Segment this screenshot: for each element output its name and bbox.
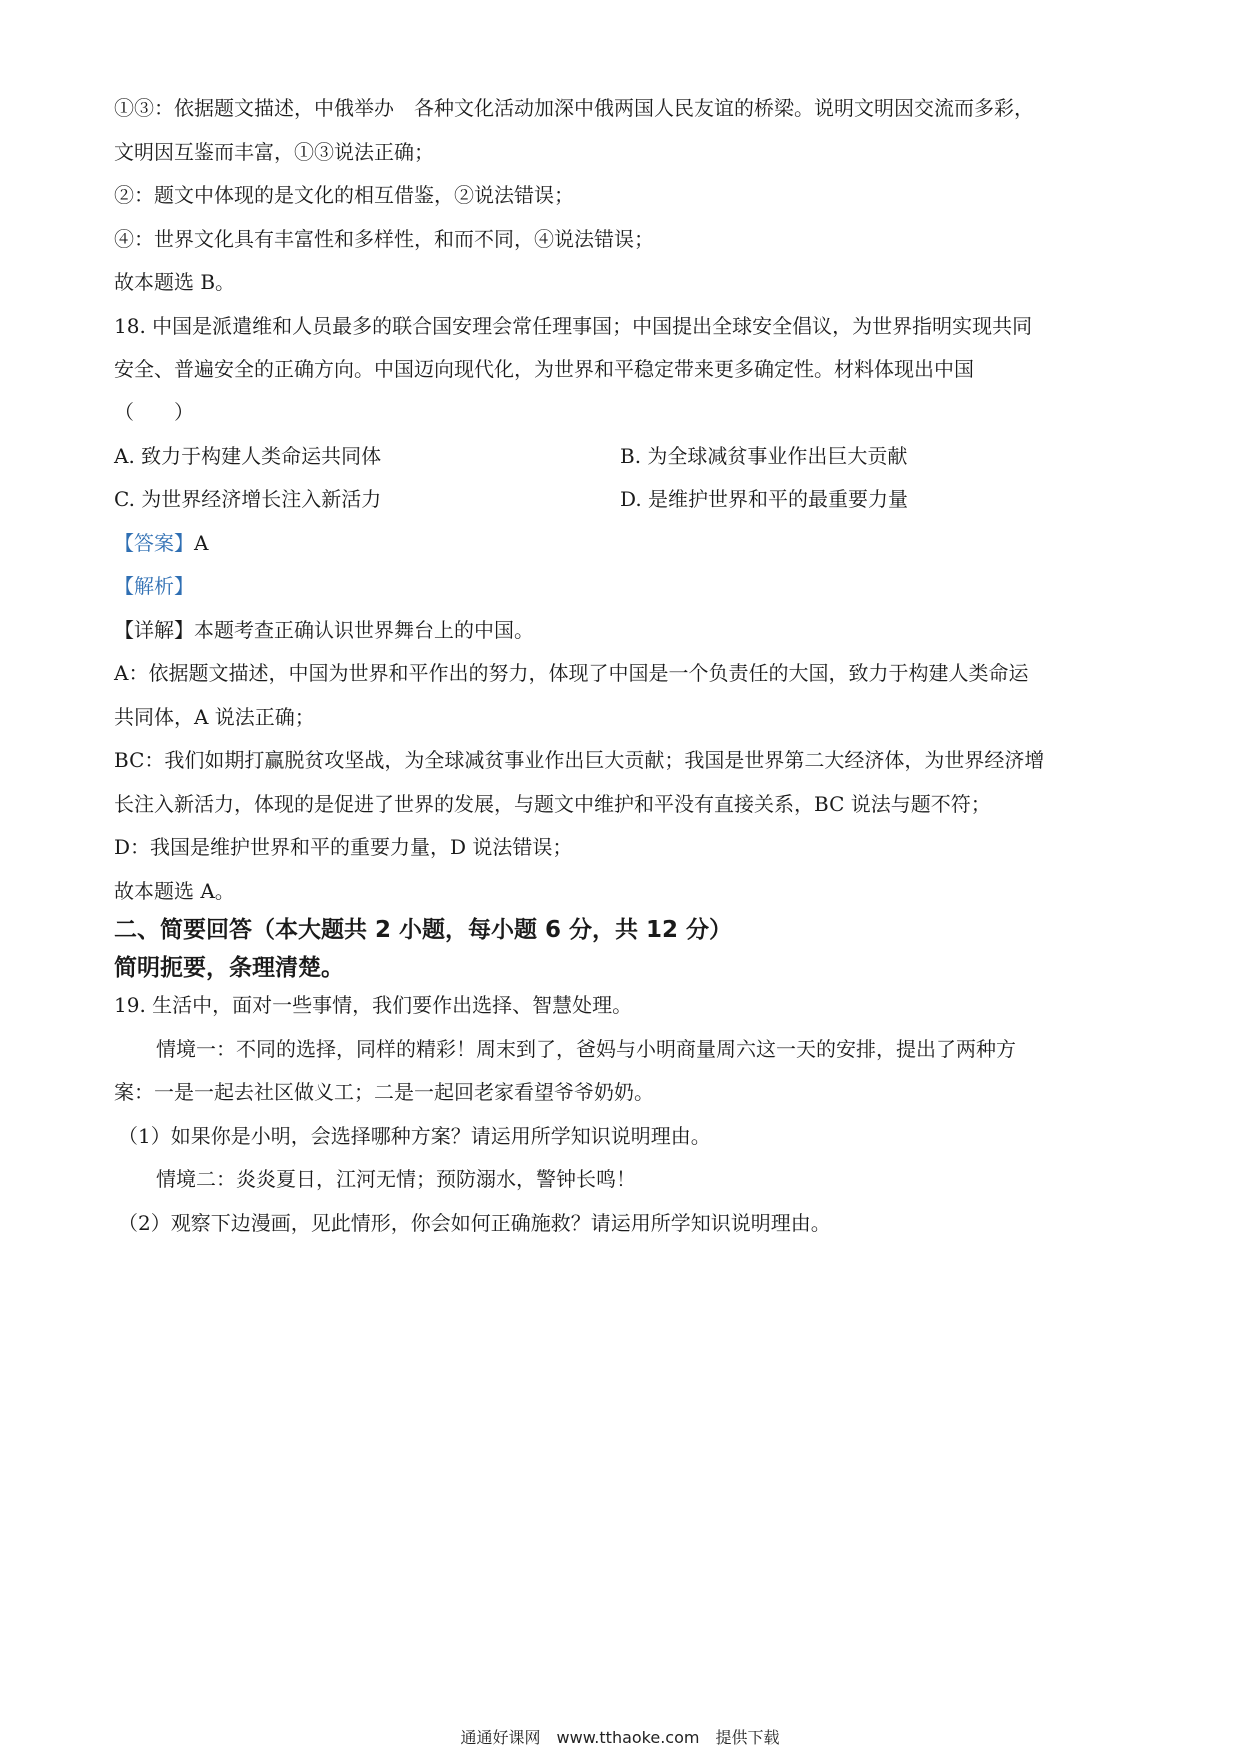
option-c: C. 为世界经济增长注入新活力	[114, 487, 382, 511]
text-line: 故本题选 B。	[114, 270, 236, 294]
answer-row	[114, 530, 208, 556]
analysis-d: D：我国是维护世界和平的重要力量，D 说法错误；	[114, 835, 573, 859]
detail-line: 【详解】本题考查正确认识世界舞台上的中国。	[114, 618, 534, 642]
question-18-stem: 安全、普遍安全的正确方向。中国迈向现代化，为世界和平稳定带来更多确定性。材料体现出中国	[114, 357, 974, 381]
analysis-bc: 长注入新活力，体现的是促进了世界的发展，与题文中维护和平没有直接关系，BC 说法与题不符；	[114, 792, 991, 816]
question-19-part-2: （2）观察下边漫画，见此情形，你会如何正确施救？请运用所学知识说明理由。	[118, 1211, 831, 1235]
analysis-a: 共同体，A 说法正确；	[114, 705, 315, 729]
scenario-1: 情境一：不同的选择，同样的精彩！周末到了，爸妈与小明商量周六这一天的安排，提出了两种方	[156, 1037, 1016, 1061]
page-footer: 通通好课网 www.tthaoke.com 提供下载	[460, 1728, 780, 1747]
answer-label: 【答案】	[114, 531, 194, 555]
option-b: B. 为全球减贫事业作出巨大贡献	[620, 444, 908, 468]
option-d: D. 是维护世界和平的最重要力量	[620, 487, 909, 511]
answer-value: A	[194, 531, 209, 555]
scenario-2: 情境二：炎炎夏日，江河无情；预防溺水，警钟长鸣！	[156, 1167, 636, 1191]
answer-parentheses: （ ）	[114, 400, 194, 424]
analysis-conclusion: 故本题选 A。	[114, 879, 235, 903]
section-subtitle: 简明扼要，条理清楚。	[114, 955, 344, 981]
option-a: A. 致力于构建人类命运共同体	[114, 444, 382, 468]
text-line: ④：世界文化具有丰富性和多样性，和而不同，④说法错误；	[114, 227, 654, 251]
text-line: ②：题文中体现的是文化的相互借鉴，②说法错误；	[114, 183, 574, 207]
text-line: 文明因互鉴而丰富，①③说法正确；	[114, 140, 434, 164]
analysis-bc: BC：我们如期打赢脱贫攻坚战，为全球减贫事业作出巨大贡献；我国是世界第二大经济体，为世界经济增	[114, 748, 1045, 772]
question-18-stem: 18. 中国是派遣维和人员最多的联合国安理会常任理事国；中国提出全球安全倡议，为世界指明实现共同	[114, 314, 1033, 338]
question-19-part-1: （1）如果你是小明，会选择哪种方案？请运用所学知识说明理由。	[118, 1124, 711, 1148]
analysis-a: A：依据题文描述，中国为世界和平作出的努力，体现了中国是一个负责任的大国，致力于构建人类命运	[114, 661, 1029, 685]
scenario-1: 案：一是一起去社区做义工；二是一起回老家看望爷爷奶奶。	[114, 1080, 654, 1104]
analysis-label: 【解析】	[114, 574, 194, 598]
text-line: ①③：依据题文描述，中俄举办 各种文化活动加深中俄两国人民友谊的桥梁。说明文明因交流而多彩，	[114, 96, 1034, 120]
question-19-stem: 19. 生活中，面对一些事情，我们要作出选择、智慧处理。	[114, 993, 633, 1017]
section-title: 二、简要回答（本大题共 2 小题，每小题 6 分，共 12 分）	[114, 917, 733, 943]
